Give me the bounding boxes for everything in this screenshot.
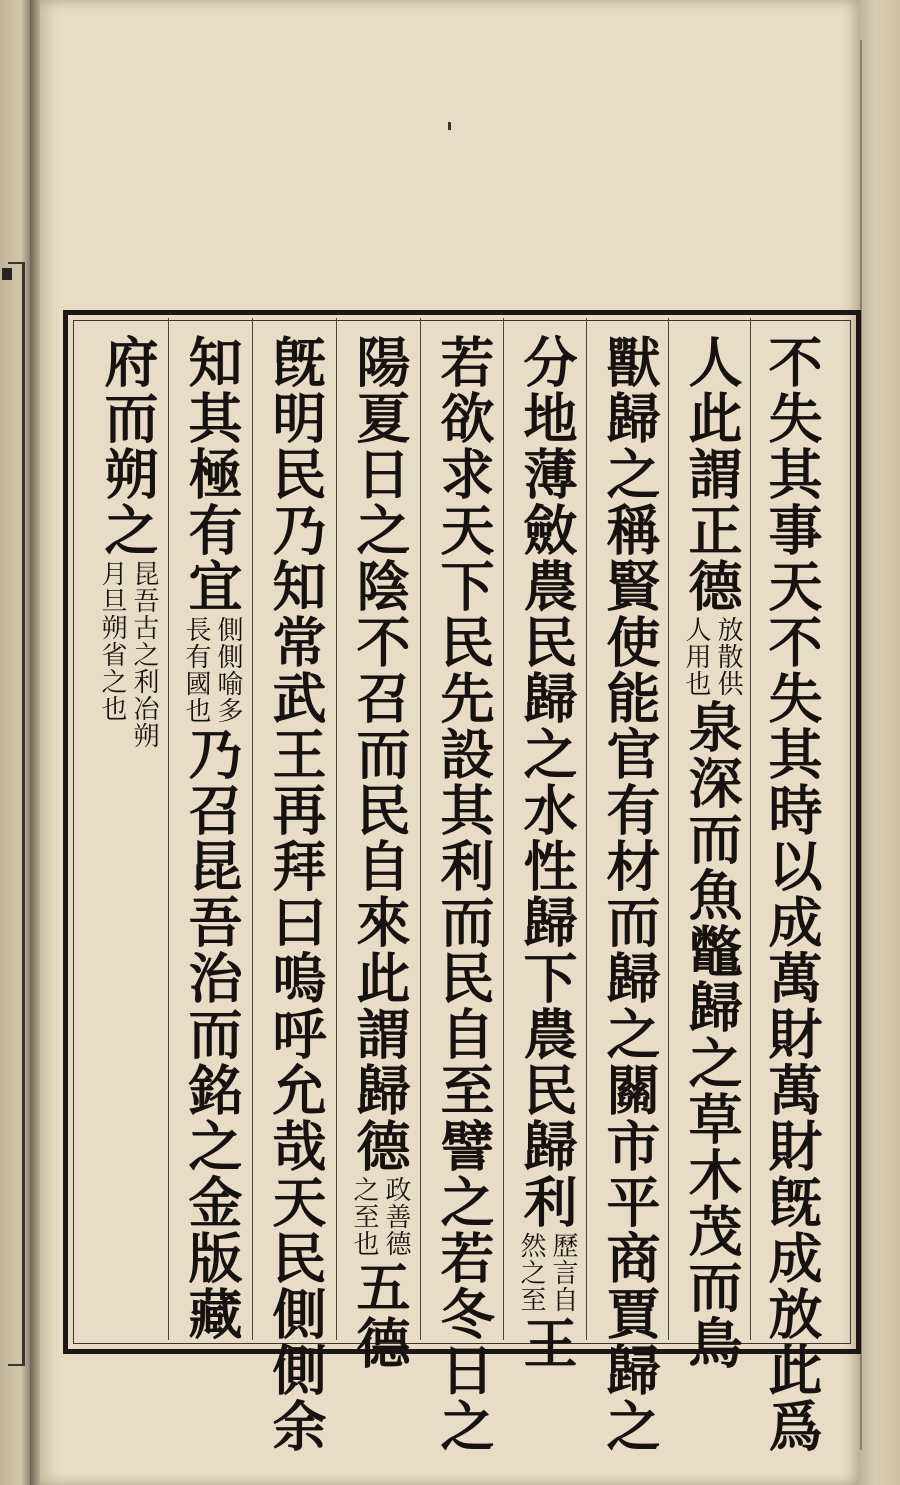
column-rule xyxy=(668,318,669,1340)
commentary-right-line: 政善德 xyxy=(381,1176,411,1257)
main-text: 五德 xyxy=(348,1259,412,1371)
main-text: 知其極有宜 xyxy=(180,334,244,614)
text-column-5 xyxy=(432,334,496,1454)
column-rule xyxy=(168,318,169,1340)
main-text: 府而朔之 xyxy=(96,334,160,558)
ink-speck xyxy=(448,122,451,130)
column-rule xyxy=(750,318,751,1340)
previous-page-edge xyxy=(0,0,30,1485)
text-column-8 xyxy=(180,334,244,1342)
commentary-right-line: 歷言自 xyxy=(548,1232,578,1313)
main-text: 旣明民乃知常武王再拜曰嗚呼允哉天民側側余 xyxy=(264,334,328,1454)
commentary-left-line: 月旦朔省之也 xyxy=(97,560,127,722)
text-column-9 xyxy=(96,334,160,751)
main-text: 若欲求天下民先設其利而民自至譬之若冬日之 xyxy=(432,334,496,1454)
text-column-3 xyxy=(598,334,662,1454)
previous-page-frame-rule xyxy=(8,262,25,1366)
commentary-note xyxy=(516,1232,578,1313)
commentary-right-line: 昆吾古之利冶朔 xyxy=(129,560,159,749)
text-column-4 xyxy=(515,334,579,1371)
page-fore-edge xyxy=(858,0,900,1485)
main-text: 王 xyxy=(515,1315,579,1371)
commentary-note xyxy=(349,1176,411,1257)
column-rule xyxy=(336,318,337,1340)
previous-page-ink-mark xyxy=(2,268,12,280)
main-text: 不失其事天不失其時以成萬財萬財旣成放此爲 xyxy=(760,334,824,1454)
commentary-left-line: 然之至 xyxy=(516,1232,546,1313)
commentary-note xyxy=(681,616,743,697)
column-rule xyxy=(420,318,421,1340)
text-column-2 xyxy=(680,334,744,1371)
commentary-left-line: 長有國也 xyxy=(181,616,211,724)
main-text: 陽夏日之陰不召而民自來此謂歸德 xyxy=(348,334,412,1174)
column-rule xyxy=(503,318,504,1340)
main-text: 獸歸之稱賢使能官有材而歸之關市平商賈歸之 xyxy=(598,334,662,1454)
column-rule xyxy=(252,318,253,1340)
text-column-6 xyxy=(348,334,412,1371)
column-rule xyxy=(586,318,587,1340)
commentary-right-line: 放散供 xyxy=(713,616,743,697)
main-text: 泉深而魚鼈歸之草木茂而鳥 xyxy=(680,699,744,1371)
book-gutter xyxy=(30,0,40,1485)
commentary-note xyxy=(97,560,159,749)
commentary-right-line: 側側喻多 xyxy=(213,616,243,724)
main-text: 分地薄斂農民歸之水性歸下農民歸利 xyxy=(515,334,579,1230)
text-column-7 xyxy=(264,334,328,1454)
main-text: 人此謂正德 xyxy=(680,334,744,614)
text-column-1 xyxy=(760,334,824,1454)
commentary-left-line: 人用也 xyxy=(681,616,711,697)
commentary-left-line: 之至也 xyxy=(349,1176,379,1257)
main-text: 乃召昆吾治而銘之金版藏 xyxy=(180,726,244,1342)
commentary-note xyxy=(181,616,243,724)
